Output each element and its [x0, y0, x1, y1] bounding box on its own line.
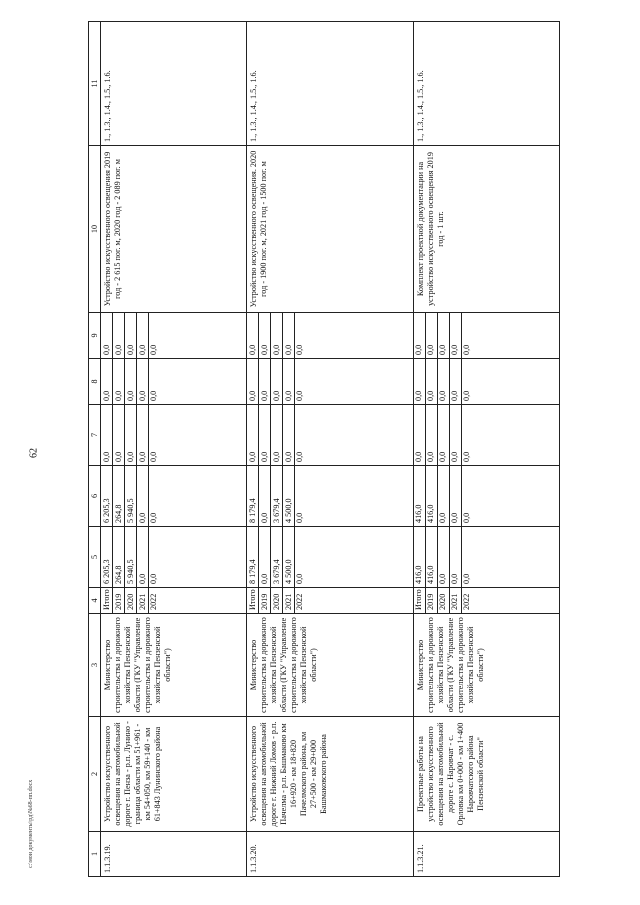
value-cell: 3 679,4 [271, 527, 283, 587]
header-col-5: 5 [89, 527, 101, 588]
table-row [413, 22, 560, 877]
row-col8 [247, 359, 413, 405]
row-executor: Министерство строительства и дорожного хозяйства Пензенской области (ГКУ "Управление строительства и дорожного хозяйства Пензенской области") [101, 614, 247, 717]
row-indicators: 1., 1.3., 1.4., 1.5., 1.6. [247, 22, 413, 146]
row-col6 [101, 466, 247, 527]
value-cell: 0,0 [295, 573, 305, 584]
value-cell: 0,0 [283, 313, 295, 358]
row-id: 1.1.3.20. [247, 832, 413, 877]
header-col-10: 10 [89, 146, 101, 313]
value-cell: 0,0 [149, 390, 158, 401]
header-col-1: 1 [89, 832, 101, 877]
value-cell: 0,0 [437, 527, 449, 587]
row-years [247, 588, 413, 614]
row-col6 [247, 466, 413, 527]
row-col7 [413, 405, 560, 466]
value-cell: 0,0 [461, 512, 471, 523]
value-cell: 5 940,5 [125, 527, 137, 587]
year-cell: Итого [247, 588, 259, 613]
value-cell: 0,0 [461, 390, 471, 401]
value-cell: 0,0 [414, 405, 426, 465]
year-cell: 2020 [437, 588, 449, 613]
value-cell: 0,0 [259, 359, 271, 404]
value-cell: 0,0 [449, 313, 461, 358]
value-cell: 6 205,3 [101, 466, 113, 526]
footer-file-path: c:\мои документы\рд\№68-пп.docx [28, 779, 34, 868]
year-cell: Итого [414, 588, 426, 613]
value-cell: 416,0 [425, 466, 437, 526]
row-years [413, 588, 560, 614]
row-years [101, 588, 247, 614]
row-result: Устройство искусственного освещения. 2020 год - 1900 пог. м, 2021 год - 1500 пог. м [247, 146, 413, 313]
header-col-3: 3 [89, 614, 101, 717]
row-name: Устройство искусственного освещения на автомобильной дороге г. Пенза - р.п. Лунино - граница области км 51+961 - км 54+050, км 59+140 - км 61+843 Лунинского района [101, 717, 247, 832]
program-table [88, 21, 560, 877]
row-id: 1.1.3.19. [101, 832, 247, 877]
value-cell: 4 500,0 [283, 466, 295, 526]
value-cell: 0,0 [425, 405, 437, 465]
header-col-4: 4 [89, 588, 101, 614]
value-cell: 0,0 [137, 527, 149, 587]
value-cell: 0,0 [425, 313, 437, 358]
year-cell: 2019 [113, 588, 125, 613]
value-cell: 0,0 [271, 405, 283, 465]
row-indicators: 1., 1.3., 1.4., 1.5., 1.6. [413, 22, 560, 146]
row-col8 [413, 359, 560, 405]
row-executor: Министерство строительства и дорожного хозяйства Пензенской области (ГКУ "Управление строительства и дорожного хозяйства Пензенской области") [247, 614, 413, 717]
value-cell: 5 940,5 [125, 466, 137, 526]
value-cell: 0,0 [295, 390, 305, 401]
value-cell: 0,0 [101, 405, 113, 465]
value-cell: 0,0 [149, 512, 158, 523]
value-cell: 0,0 [125, 313, 137, 358]
value-cell: 0,0 [149, 451, 158, 462]
value-cell: 0,0 [271, 313, 283, 358]
value-cell: 0,0 [461, 344, 471, 355]
row-col5 [247, 527, 413, 588]
header-col-8: 8 [89, 359, 101, 405]
value-cell: 0,0 [461, 573, 471, 584]
header-col-11: 11 [89, 22, 101, 146]
value-cell: 416,0 [414, 527, 426, 587]
value-cell: 4 500,0 [283, 527, 295, 587]
row-result: Комплект проектной документации на устройство искусственного освещения 2019 год - 1 шт. [413, 146, 560, 313]
value-cell: 416,0 [414, 466, 426, 526]
year-cell: Итого [101, 588, 113, 613]
value-cell: 0,0 [461, 451, 471, 462]
table-row [247, 22, 413, 877]
year-cell: 2020 [125, 588, 137, 613]
value-cell: 0,0 [137, 405, 149, 465]
value-cell: 3 679,4 [271, 466, 283, 526]
value-cell: 0,0 [247, 359, 259, 404]
value-cell: 0,0 [137, 359, 149, 404]
header-col-9: 9 [89, 313, 101, 359]
header-col-2: 2 [89, 717, 101, 832]
value-cell: 0,0 [295, 344, 305, 355]
year-cell: 2022 [295, 593, 305, 610]
value-cell: 8 179,4 [247, 527, 259, 587]
value-cell: 0,0 [149, 573, 158, 584]
year-cell: 2021 [137, 588, 149, 613]
year-cell: 2022 [149, 593, 158, 610]
value-cell: 0,0 [247, 313, 259, 358]
year-cell: 2019 [259, 588, 271, 613]
value-cell: 0,0 [449, 466, 461, 526]
year-cell: 2021 [449, 588, 461, 613]
value-cell: 0,0 [259, 527, 271, 587]
value-cell: 0,0 [271, 359, 283, 404]
value-cell: 0,0 [113, 313, 125, 358]
year-cell: 2020 [271, 588, 283, 613]
year-cell: 2019 [425, 588, 437, 613]
row-result: Устройство искусственного освещения 2019 год - 2 615 пог. м, 2020 год - 2 089 пог. м [101, 146, 247, 313]
value-cell: 0,0 [437, 313, 449, 358]
row-col7 [101, 405, 247, 466]
value-cell: 0,0 [125, 359, 137, 404]
row-col9 [247, 313, 413, 359]
value-cell: 6 205,3 [101, 527, 113, 587]
row-col8 [101, 359, 247, 405]
value-cell: 0,0 [113, 405, 125, 465]
rotated-table-container [88, 22, 560, 877]
value-cell: 0,0 [437, 359, 449, 404]
row-col9 [413, 313, 560, 359]
value-cell: 0,0 [414, 359, 426, 404]
row-name: Проектные работы на устройство искусственного освещения на автомобильной дороге с. Наровчат - с. Орловка км 0+000 - км 1+400 Наровчатского района Пензенской области" [413, 717, 560, 832]
value-cell: 0,0 [449, 405, 461, 465]
header-col-6: 6 [89, 466, 101, 527]
row-col5 [101, 527, 247, 588]
value-cell: 0,0 [295, 512, 305, 523]
value-cell: 264,8 [113, 527, 125, 587]
value-cell: 264,8 [113, 466, 125, 526]
year-cell: 2021 [283, 588, 295, 613]
value-cell: 416,0 [425, 527, 437, 587]
value-cell: 0,0 [425, 359, 437, 404]
value-cell: 0,0 [449, 359, 461, 404]
row-id: 1.1.3.21. [413, 832, 560, 877]
page-number: 62 [28, 448, 40, 458]
value-cell: 0,0 [414, 313, 426, 358]
value-cell: 0,0 [259, 313, 271, 358]
value-cell: 0,0 [101, 359, 113, 404]
value-cell: 0,0 [101, 313, 113, 358]
row-indicators: 1., 1.3., 1.4., 1.5., 1.6. [101, 22, 247, 146]
row-col6 [413, 466, 560, 527]
row-col9 [101, 313, 247, 359]
value-cell: 0,0 [125, 405, 137, 465]
value-cell: 0,0 [137, 466, 149, 526]
value-cell: 0,0 [247, 405, 259, 465]
table-row [101, 22, 247, 877]
year-cell: 2022 [461, 593, 471, 610]
value-cell: 0,0 [295, 451, 305, 462]
header-row [89, 22, 101, 877]
value-cell: 0,0 [283, 405, 295, 465]
value-cell: 0,0 [149, 344, 158, 355]
value-cell: 0,0 [437, 466, 449, 526]
value-cell: 0,0 [113, 359, 125, 404]
value-cell: 0,0 [437, 405, 449, 465]
row-name: Устройство искусственного освещения на автомобильной дороге г. Нижний Ломов - р.п. Пачелма - р.п. Башмаково км 16+920 - км 18+820 Пачелмского района, км 27+500 - км 29+000 Башмаковского района [247, 717, 413, 832]
value-cell: 0,0 [283, 359, 295, 404]
value-cell: 8 179,4 [247, 466, 259, 526]
value-cell: 0,0 [259, 405, 271, 465]
value-cell: 0,0 [137, 313, 149, 358]
value-cell: 0,0 [259, 466, 271, 526]
value-cell: 0,0 [449, 527, 461, 587]
row-col7 [247, 405, 413, 466]
row-executor: Министерство строительства и дорожного хозяйства Пензенской области (ГКУ "Управление строительства и дорожного хозяйства Пензенской области") [413, 614, 560, 717]
row-col5 [413, 527, 560, 588]
header-col-7: 7 [89, 405, 101, 466]
